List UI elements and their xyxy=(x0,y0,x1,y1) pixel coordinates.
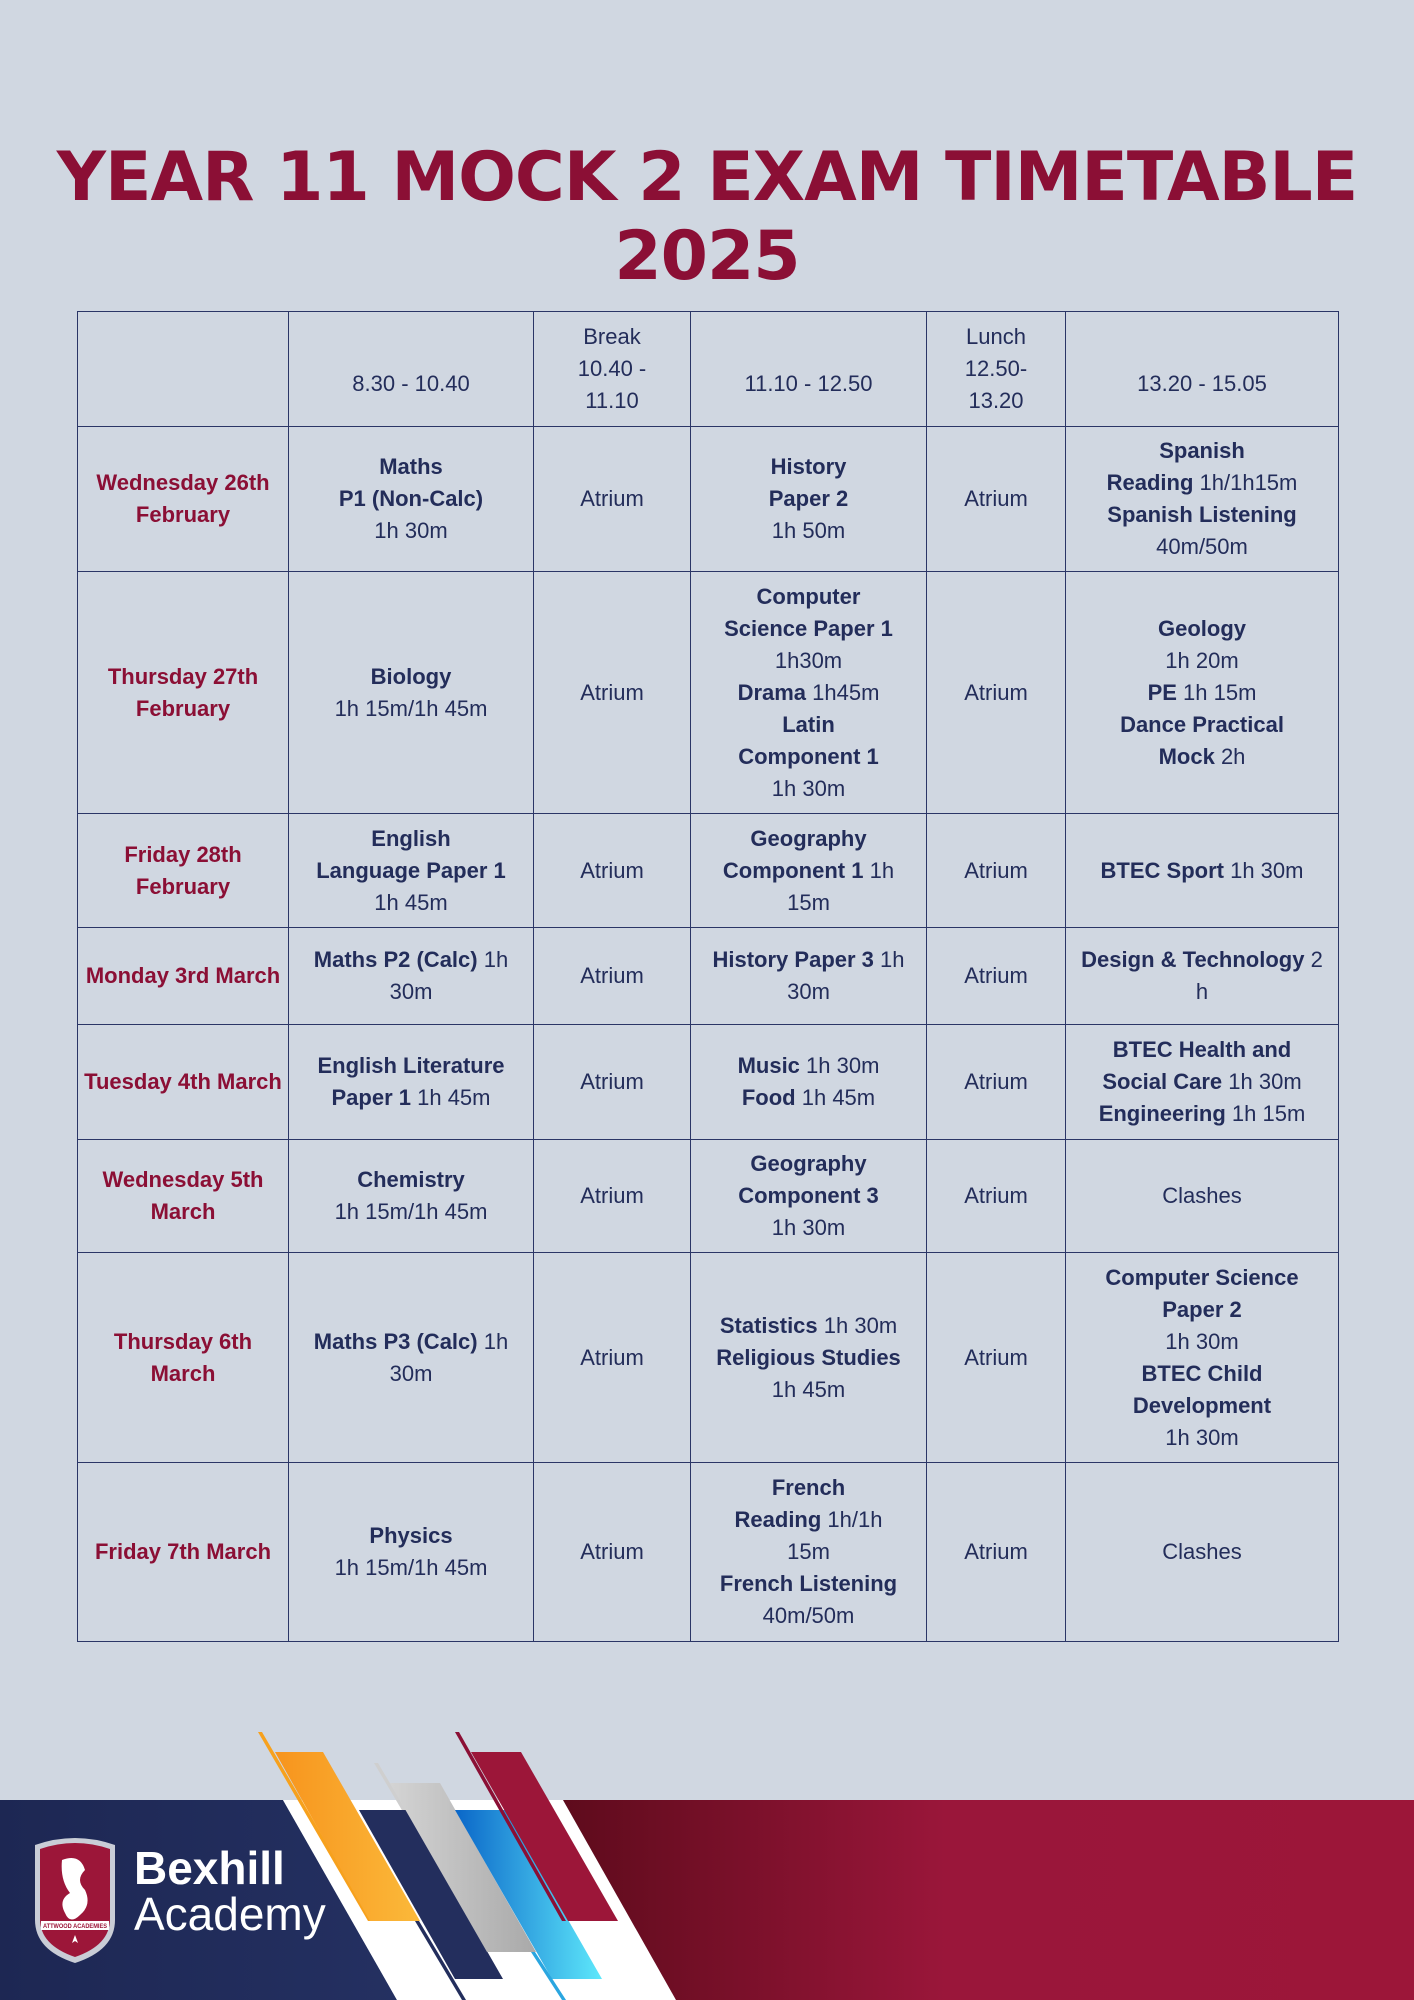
subject-name: Design & Technology xyxy=(1081,947,1305,972)
subject-name: English xyxy=(371,825,451,851)
cell-line xyxy=(1072,1422,1332,1454)
subject-name: History Paper 3 xyxy=(712,947,874,972)
exam-duration: 1h 20m xyxy=(1165,647,1239,673)
cell-line xyxy=(697,1050,920,1082)
cell-line xyxy=(697,944,920,976)
cell-line xyxy=(295,1326,527,1358)
subject-name: Spanish Listening xyxy=(1107,502,1297,527)
subject-name: BTEC Sport xyxy=(1100,857,1224,883)
exam-duration: Atrium xyxy=(964,1183,1028,1208)
exam-duration: 1h 45m xyxy=(374,889,448,915)
exam-cell xyxy=(534,1253,691,1463)
table-row xyxy=(78,1253,1339,1463)
day-cell: Wednesday 26th February xyxy=(78,427,289,572)
subject-name: BTEC Child xyxy=(1141,1360,1263,1386)
exam-duration: 1h 30m xyxy=(771,1215,846,1240)
table-row xyxy=(78,572,1339,814)
exam-duration: 1h 15m xyxy=(1225,1101,1306,1126)
cell-line xyxy=(697,1212,920,1244)
header-label: 8.30 - 10.40 xyxy=(352,371,470,396)
exam-cell xyxy=(1066,427,1339,572)
subject-name: Latin xyxy=(782,711,835,737)
day-cell: Friday 28th February xyxy=(78,814,289,928)
exam-cell xyxy=(289,1025,534,1140)
exam-cell xyxy=(1066,814,1339,928)
exam-duration: 1h 45m xyxy=(411,1085,491,1110)
cell-line xyxy=(295,515,527,547)
cell-line xyxy=(295,1196,527,1228)
cell-line xyxy=(295,1050,527,1082)
subject-name: English Literature xyxy=(317,1053,505,1078)
exam-duration: 15m xyxy=(787,1539,830,1564)
exam-duration: 1h 30m xyxy=(771,775,846,801)
cell-line xyxy=(540,1180,684,1212)
cell-line xyxy=(697,823,920,855)
cell-line xyxy=(933,1342,1059,1374)
exam-duration: 30m xyxy=(389,1360,433,1386)
exam-duration: 1h 15m/1h 45m xyxy=(334,1555,488,1580)
exam-cell xyxy=(534,1463,691,1642)
cell-line xyxy=(295,661,527,693)
header-cell xyxy=(927,312,1066,427)
exam-duration: 1h 15m xyxy=(1176,679,1257,705)
exam-duration: Atrium xyxy=(964,963,1028,988)
subject-name: Language Paper 1 xyxy=(316,857,506,883)
exam-cell xyxy=(691,572,927,814)
subject-name: History xyxy=(770,454,847,479)
header-label: 12.50- xyxy=(964,356,1028,381)
cell-line xyxy=(295,451,527,483)
exam-cell xyxy=(289,1253,534,1463)
cell-line xyxy=(295,887,527,919)
subject-name: P1 (Non-Calc) xyxy=(338,486,484,511)
exam-duration: Atrium xyxy=(964,1344,1028,1370)
cell-line xyxy=(697,677,920,709)
header-row xyxy=(78,312,1339,427)
subject-name: Component 1 xyxy=(738,743,879,769)
subject-name: Physics xyxy=(369,1523,453,1548)
subject-name: French xyxy=(771,1475,846,1500)
day-cell: Thursday 6th March xyxy=(78,1253,289,1463)
cell-line xyxy=(697,976,920,1008)
cell-line xyxy=(295,1552,527,1584)
exam-duration: 1h 30m xyxy=(1222,1069,1302,1094)
exam-duration: 30m xyxy=(389,979,433,1004)
cell-line xyxy=(1072,976,1332,1008)
exam-cell xyxy=(1066,1025,1339,1140)
cell-line xyxy=(697,855,920,887)
exam-duration: Atrium xyxy=(580,1183,644,1208)
cell-line xyxy=(697,451,920,483)
exam-cell xyxy=(534,814,691,928)
exam-duration: 1h45m xyxy=(806,679,880,705)
subject-name: Religious Studies xyxy=(716,1344,901,1370)
exam-cell xyxy=(289,1463,534,1642)
cell-line xyxy=(697,1568,920,1600)
cell-line xyxy=(540,483,684,515)
crest-text: ATTWOOD ACADEMIES xyxy=(43,1924,107,1930)
exam-duration: 1h 15m/1h 45m xyxy=(334,695,488,721)
cell-line xyxy=(1072,467,1332,499)
header-label: Break xyxy=(583,324,641,349)
subject-name: Paper 1 xyxy=(331,1085,411,1110)
exam-cell xyxy=(289,928,534,1025)
exam-duration: 1h 50m xyxy=(771,518,846,543)
cell-line xyxy=(1072,677,1332,709)
exam-duration: 1h30m xyxy=(774,647,843,673)
maroon-band xyxy=(563,1800,1414,2000)
cell-line xyxy=(1072,1326,1332,1358)
subject-name: Reading xyxy=(734,1507,822,1532)
cell-line xyxy=(933,855,1059,887)
header-label: 11.10 xyxy=(585,388,639,413)
header-label: 10.40 - xyxy=(577,356,647,381)
exam-cell xyxy=(289,1140,534,1253)
subject-name: Computer xyxy=(756,583,861,609)
header-label: 13.20 xyxy=(968,388,1024,413)
exam-duration: Atrium xyxy=(580,1344,644,1370)
table-row xyxy=(78,1025,1339,1140)
exam-duration: Atrium xyxy=(580,857,644,883)
exam-duration: Clashes xyxy=(1162,1539,1242,1564)
exam-duration: Atrium xyxy=(580,679,644,705)
cell-line xyxy=(697,1148,920,1180)
subject-name: Music xyxy=(737,1053,800,1078)
cell-line xyxy=(540,677,684,709)
subject-name: Dance Practical xyxy=(1120,711,1284,737)
exam-cell xyxy=(927,928,1066,1025)
exam-cell xyxy=(691,427,927,572)
header-cell xyxy=(691,312,927,427)
subject-name: BTEC Health and xyxy=(1112,1037,1292,1062)
cell-line xyxy=(295,823,527,855)
exam-duration: 1h xyxy=(863,857,895,883)
exam-duration: Atrium xyxy=(580,963,644,988)
cell-line xyxy=(1072,499,1332,531)
subject-name: Mock xyxy=(1158,743,1215,769)
page-title: YEAR 11 MOCK 2 EXAM TIMETABLE 2025 xyxy=(56,138,1358,296)
subject-name: Component 1 xyxy=(722,857,864,883)
exam-duration: Atrium xyxy=(964,679,1028,705)
table-row xyxy=(78,427,1339,572)
cell-line xyxy=(295,855,527,887)
exam-duration: Atrium xyxy=(580,1539,644,1564)
cell-line xyxy=(697,1536,920,1568)
header-cell xyxy=(1066,312,1339,427)
exam-cell xyxy=(691,1140,927,1253)
cell-line xyxy=(1072,741,1332,773)
subject-name: Paper 2 xyxy=(768,486,849,511)
exam-cell xyxy=(534,572,691,814)
cell-line xyxy=(697,645,920,677)
header-cell xyxy=(289,312,534,427)
cell-line xyxy=(1072,855,1332,887)
subject-name: Computer Science xyxy=(1105,1264,1299,1290)
cell-line xyxy=(933,1066,1059,1098)
cell-line xyxy=(697,1504,920,1536)
cell-line xyxy=(540,1066,684,1098)
exam-duration: 1h/1h15m xyxy=(1193,470,1298,495)
subject-name: Chemistry xyxy=(357,1167,465,1192)
exam-duration: 1h 30m xyxy=(817,1312,898,1338)
cell-line xyxy=(295,1082,527,1114)
day-cell: Friday 7th March xyxy=(78,1463,289,1642)
exam-cell xyxy=(927,572,1066,814)
cell-line xyxy=(1072,645,1332,677)
cell-line xyxy=(697,483,920,515)
cell-line xyxy=(295,976,527,1008)
academy-brand xyxy=(134,1842,326,1940)
exam-cell xyxy=(534,1025,691,1140)
table-row xyxy=(78,928,1339,1025)
exam-duration: Atrium xyxy=(964,857,1028,883)
subject-name: Drama xyxy=(737,679,807,705)
day-cell: Monday 3rd March xyxy=(78,928,289,1025)
subject-name: Paper 2 xyxy=(1162,1296,1242,1322)
exam-duration: 2 xyxy=(1304,947,1323,972)
exam-duration: 1h 30m xyxy=(1223,857,1304,883)
exam-cell xyxy=(691,814,927,928)
exam-cell xyxy=(691,1463,927,1642)
exam-duration: Atrium xyxy=(964,1069,1028,1094)
subject-name: Statistics xyxy=(719,1312,818,1338)
exam-cell xyxy=(691,1253,927,1463)
header-label: Lunch xyxy=(966,324,1026,349)
subject-name: Component 3 xyxy=(738,1183,879,1208)
subject-name: Maths P2 (Calc) xyxy=(313,947,478,972)
exam-cell xyxy=(691,1025,927,1140)
exam-cell xyxy=(1066,928,1339,1025)
cell-line xyxy=(697,1472,920,1504)
subject-name: PE xyxy=(1147,679,1177,705)
cell-line xyxy=(295,1358,527,1390)
subject-name: Geology xyxy=(1157,615,1246,641)
exam-timetable xyxy=(77,311,1339,1642)
cell-line xyxy=(295,483,527,515)
header-label: 11.10 - 12.50 xyxy=(744,371,873,396)
cell-line xyxy=(540,960,684,992)
cell-line xyxy=(697,1180,920,1212)
cell-line xyxy=(697,741,920,773)
cell-line xyxy=(697,581,920,613)
exam-cell xyxy=(534,928,691,1025)
exam-duration: 1h 30m xyxy=(799,1053,880,1078)
cell-line xyxy=(697,613,920,645)
table-row xyxy=(78,1140,1339,1253)
exam-duration: Atrium xyxy=(580,1069,644,1094)
cell-line xyxy=(697,709,920,741)
exam-cell xyxy=(927,814,1066,928)
cell-line xyxy=(1072,1180,1332,1212)
exam-duration: Atrium xyxy=(580,486,644,511)
header-cell xyxy=(534,312,691,427)
exam-duration: Atrium xyxy=(964,1539,1028,1564)
exam-cell xyxy=(1066,1140,1339,1253)
cell-line xyxy=(295,1520,527,1552)
cell-line xyxy=(540,1342,684,1374)
cell-line xyxy=(1072,1066,1332,1098)
exam-duration: 30m xyxy=(787,979,830,1004)
cell-line xyxy=(697,1374,920,1406)
subject-name: Geography xyxy=(750,1151,867,1176)
cell-line xyxy=(295,693,527,725)
day-cell: Tuesday 4th March xyxy=(78,1025,289,1140)
exam-cell xyxy=(289,572,534,814)
subject-name: Spanish xyxy=(1159,438,1245,463)
day-cell: Wednesday 5th March xyxy=(78,1140,289,1253)
subject-name: Development xyxy=(1132,1392,1272,1418)
table-row xyxy=(78,814,1339,928)
cell-line xyxy=(1072,613,1332,645)
cell-line xyxy=(1072,435,1332,467)
subject-name: Biology xyxy=(370,663,452,689)
cell-line xyxy=(697,1600,920,1632)
cell-line xyxy=(540,855,684,887)
cell-line xyxy=(697,1342,920,1374)
header-label: 13.20 - 15.05 xyxy=(1137,371,1267,396)
subject-name: Reading xyxy=(1106,470,1194,495)
exam-duration: Atrium xyxy=(964,486,1028,511)
cell-line xyxy=(1072,1034,1332,1066)
cell-line xyxy=(1072,1098,1332,1130)
exam-duration: 1h/1h xyxy=(821,1507,883,1532)
cell-line xyxy=(933,677,1059,709)
exam-duration: 1h 30m xyxy=(374,518,448,543)
exam-duration: Clashes xyxy=(1162,1183,1242,1208)
exam-cell xyxy=(534,1140,691,1253)
exam-duration: 15m xyxy=(787,889,830,915)
cell-line xyxy=(295,1164,527,1196)
cell-line xyxy=(1072,1536,1332,1568)
exam-cell xyxy=(289,814,534,928)
academy-crest-logo xyxy=(30,1835,120,1965)
exam-duration: 1h xyxy=(873,947,905,972)
subject-name: Social Care xyxy=(1102,1069,1223,1094)
cell-line xyxy=(697,887,920,919)
cell-line xyxy=(295,944,527,976)
subject-name: Engineering xyxy=(1098,1101,1226,1126)
exam-cell xyxy=(1066,572,1339,814)
day-cell: Thursday 27th February xyxy=(78,572,289,814)
cell-line xyxy=(933,1536,1059,1568)
exam-cell xyxy=(927,1025,1066,1140)
exam-cell xyxy=(289,427,534,572)
exam-duration: h xyxy=(1195,979,1209,1004)
subject-name: Food xyxy=(741,1085,796,1110)
exam-duration: 1h xyxy=(477,947,509,972)
cell-line xyxy=(697,1082,920,1114)
cell-line xyxy=(933,960,1059,992)
subject-name: French Listening xyxy=(719,1571,898,1596)
brand-name-line1: Bexhill xyxy=(134,1842,285,1894)
cell-line xyxy=(697,1310,920,1342)
cell-line xyxy=(1072,1358,1332,1390)
subject-name: Maths xyxy=(379,454,443,479)
exam-cell xyxy=(534,427,691,572)
exam-duration: 2h xyxy=(1214,743,1246,769)
table-row xyxy=(78,1463,1339,1642)
cell-line xyxy=(933,1180,1059,1212)
exam-cell xyxy=(1066,1463,1339,1642)
exam-duration: 1h 45m xyxy=(795,1085,876,1110)
header-cell-empty xyxy=(78,312,289,427)
exam-duration: 1h 30m xyxy=(1165,1328,1239,1354)
cell-line xyxy=(697,773,920,805)
exam-duration: 40m/50m xyxy=(762,1603,855,1628)
exam-duration: 40m/50m xyxy=(1156,534,1248,559)
cell-line xyxy=(540,1536,684,1568)
brand-name-line2: Academy xyxy=(134,1888,326,1940)
cell-line xyxy=(1072,1294,1332,1326)
cell-line xyxy=(1072,1262,1332,1294)
cell-line xyxy=(1072,531,1332,563)
exam-cell xyxy=(927,427,1066,572)
subject-name: Geography xyxy=(750,825,867,851)
exam-duration: 1h 45m xyxy=(771,1376,846,1402)
exam-cell xyxy=(927,1140,1066,1253)
exam-duration: 1h xyxy=(477,1328,509,1354)
cell-line xyxy=(1072,1390,1332,1422)
subject-name: Maths P3 (Calc) xyxy=(313,1328,478,1354)
subject-name: Science Paper 1 xyxy=(724,615,893,641)
exam-cell xyxy=(1066,1253,1339,1463)
cell-line xyxy=(1072,709,1332,741)
cell-line xyxy=(1072,944,1332,976)
exam-cell xyxy=(927,1463,1066,1642)
exam-duration: 1h 30m xyxy=(1165,1424,1239,1450)
cell-line xyxy=(933,483,1059,515)
exam-cell xyxy=(691,928,927,1025)
exam-duration: 1h 15m/1h 45m xyxy=(334,1199,488,1224)
cell-line xyxy=(697,515,920,547)
exam-cell xyxy=(927,1253,1066,1463)
